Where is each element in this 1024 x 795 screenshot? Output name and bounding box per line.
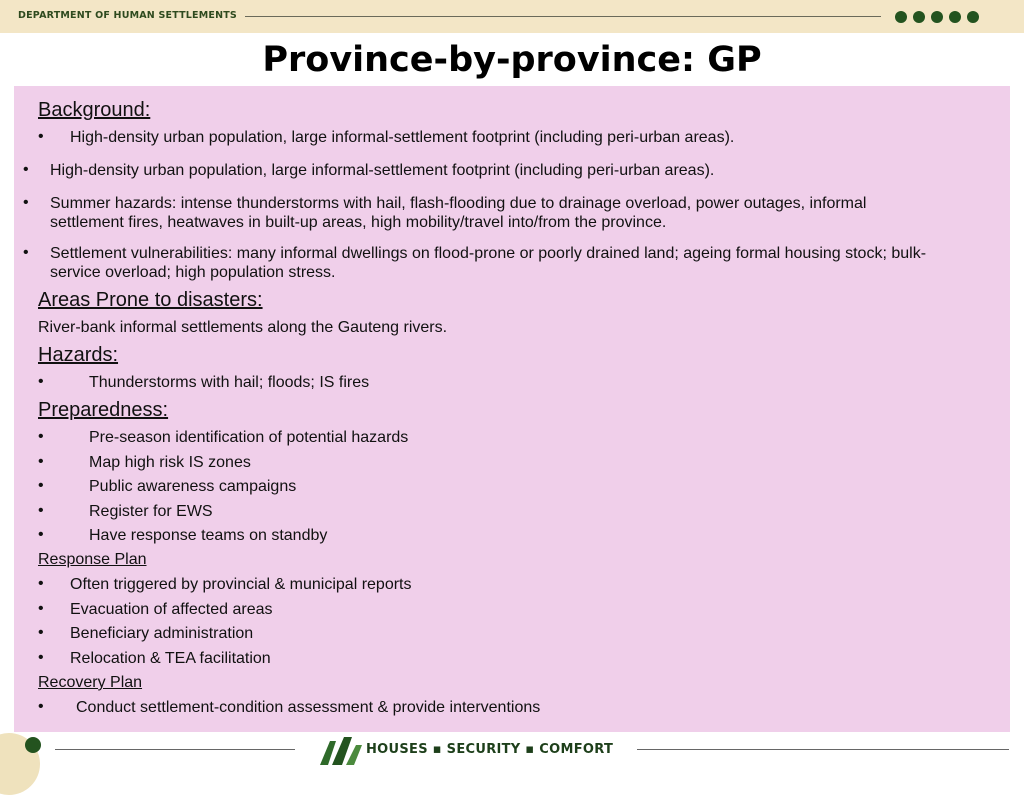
bullet-icon: • — [38, 600, 44, 617]
preparedness-item: Public awareness campaigns — [89, 478, 297, 495]
dot-icon — [895, 11, 907, 23]
background-item: settlement fires, heatwaves in built-up areas, high mobility/travel into/from the province. — [50, 214, 667, 231]
background-item: Settlement vulnerabilities: many informal dwellings on flood-prone or poorly drained land; ageing formal housing stock; bulk- — [50, 245, 927, 262]
dot-icon — [25, 737, 41, 753]
footer-tagline: HOUSES ▪ SECURITY ▪ COMFORT — [366, 742, 614, 757]
bullet-icon: • — [23, 161, 29, 178]
department-name: DEPARTMENT OF HUMAN SETTLEMENTS — [18, 10, 237, 21]
preparedness-item: Register for EWS — [89, 503, 213, 520]
recovery-item: Conduct settlement-condition assessment & provide interventions — [76, 699, 541, 716]
bullet-icon: • — [38, 649, 44, 666]
response-item: Beneficiary administration — [70, 625, 254, 642]
bullet-icon: • — [38, 477, 44, 494]
hazards-item: Thunderstorms with hail; floods; IS fires — [89, 374, 370, 391]
bullet-icon: • — [38, 624, 44, 641]
background-heading: Background: — [38, 99, 151, 121]
response-item: Often triggered by provincial & municipal reports — [70, 576, 412, 593]
footer-divider — [637, 749, 1009, 750]
dot-icon — [967, 11, 979, 23]
recovery-heading: Recovery Plan — [38, 674, 143, 691]
bullet-icon: • — [23, 244, 29, 261]
background-item: service overload; high population stress. — [50, 264, 336, 281]
header-dots — [895, 11, 985, 23]
bullet-icon: • — [38, 526, 44, 543]
department-logo-icon — [318, 735, 364, 765]
header-divider — [245, 16, 881, 17]
bullet-icon: • — [38, 373, 44, 390]
preparedness-item: Pre-season identification of potential hazards — [89, 429, 409, 446]
dot-icon — [913, 11, 925, 23]
bullet-icon: • — [38, 428, 44, 445]
preparedness-heading: Preparedness: — [38, 399, 169, 421]
preparedness-item: Map high risk IS zones — [89, 454, 251, 471]
preparedness-item: Have response teams on standby — [89, 527, 328, 544]
dot-icon — [949, 11, 961, 23]
background-item: High-density urban population, large informal-settlement footprint (including peri-urban areas). — [50, 162, 715, 179]
bullet-icon: • — [38, 698, 44, 715]
response-heading: Response Plan — [38, 551, 147, 568]
response-item: Relocation & TEA facilitation — [70, 650, 271, 667]
areas-text: River-bank informal settlements along the Gauteng rivers. — [38, 319, 448, 336]
bullet-icon: • — [38, 575, 44, 592]
response-item: Evacuation of affected areas — [70, 601, 273, 618]
background-item: Summer hazards: intense thunderstorms with hail, flash-flooding due to drainage overload, power outages, informal — [50, 195, 867, 212]
background-item: High-density urban population, large informal-settlement footprint (including peri-urban areas). — [70, 129, 735, 146]
bullet-icon: • — [38, 502, 44, 519]
bullet-icon: • — [38, 453, 44, 470]
dot-icon — [931, 11, 943, 23]
areas-heading: Areas Prone to disasters: — [38, 289, 263, 311]
content-panel — [14, 86, 1010, 732]
footer-divider — [55, 749, 295, 750]
page-title: Province-by-province: GP — [262, 40, 762, 80]
hazards-heading: Hazards: — [38, 344, 119, 366]
bullet-icon: • — [38, 128, 44, 145]
bullet-icon: • — [23, 194, 29, 211]
